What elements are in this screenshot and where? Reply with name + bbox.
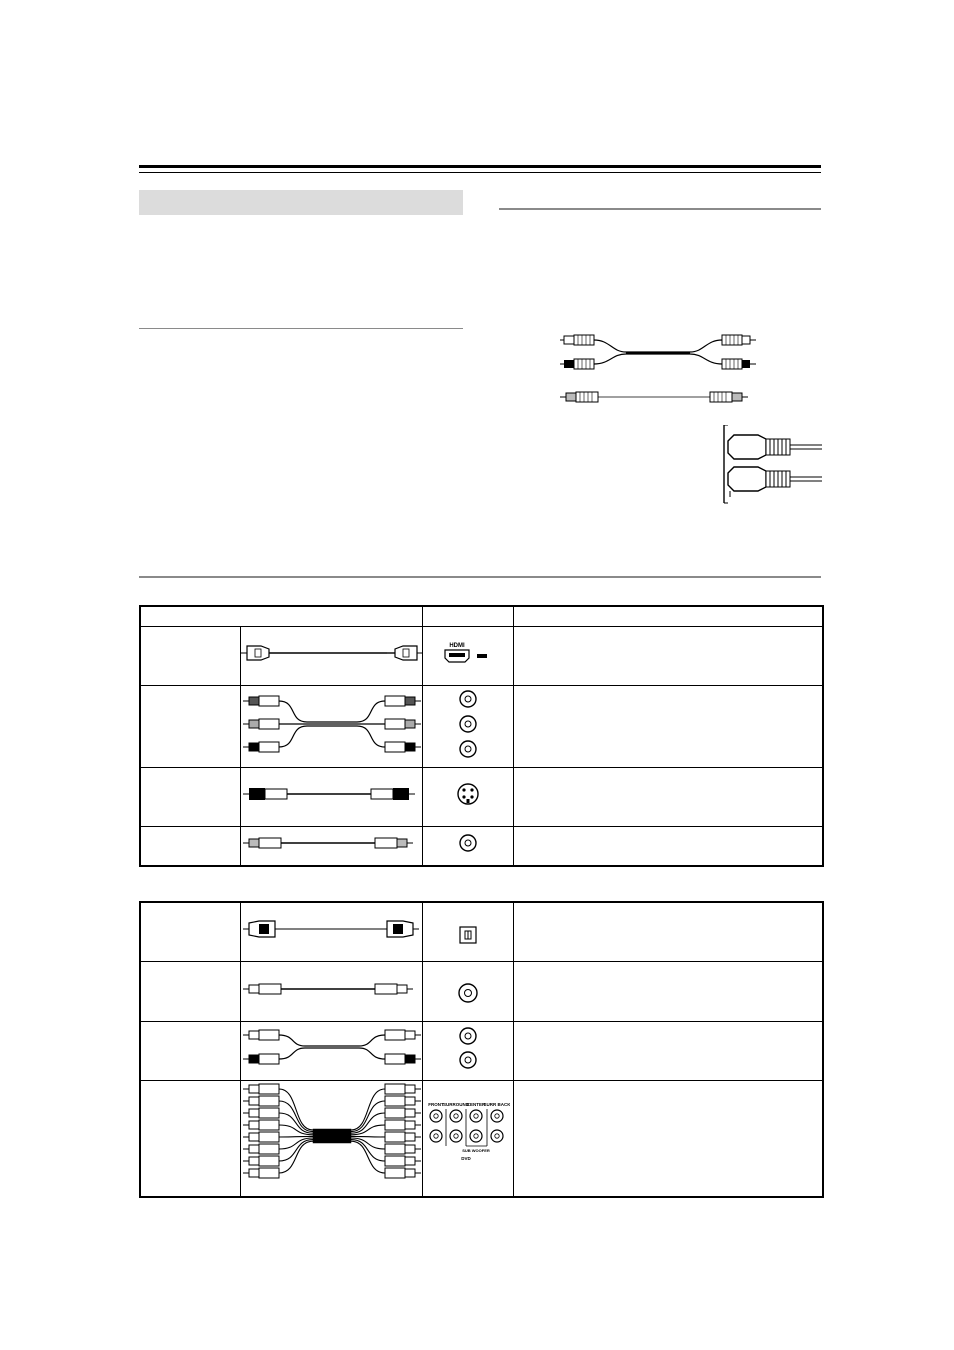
jack-cell bbox=[422, 1080, 513, 1197]
cable-name-cell bbox=[140, 1080, 240, 1197]
cable-image-cell bbox=[240, 902, 422, 961]
jack-cell bbox=[422, 685, 513, 767]
inserted-plug-top bbox=[728, 435, 822, 459]
analog-audio-cable-icon bbox=[241, 1023, 423, 1073]
jack-cell bbox=[422, 626, 513, 685]
video-cables-table bbox=[139, 605, 824, 867]
jack-cell bbox=[422, 1021, 513, 1080]
plug-insertion-illustration bbox=[718, 425, 822, 507]
multichannel-jacks-icon bbox=[426, 1096, 510, 1176]
description-cell bbox=[513, 626, 823, 685]
cable-image-cell bbox=[240, 826, 422, 866]
cable-image-cell bbox=[240, 626, 422, 685]
right-white-plug bbox=[722, 335, 756, 345]
header-rule-thin bbox=[139, 172, 821, 173]
composite-video-cable-icon bbox=[241, 828, 423, 858]
hdmi-jack-icon bbox=[433, 638, 503, 668]
component-video-cable-icon bbox=[241, 689, 423, 759]
component-jacks-icon bbox=[453, 686, 483, 762]
header-cell-cable bbox=[140, 606, 422, 626]
cable-name-cell bbox=[140, 961, 240, 1021]
jack-cell bbox=[422, 961, 513, 1021]
cable-image-cell bbox=[240, 685, 422, 767]
left-subheading-rule bbox=[139, 328, 463, 329]
table-row bbox=[140, 961, 823, 1021]
jack-cell bbox=[422, 767, 513, 826]
multichannel-cable-icon bbox=[241, 1081, 423, 1191]
jack-cell bbox=[422, 826, 513, 866]
header-rule-thick bbox=[139, 165, 821, 168]
audio-cables-table bbox=[139, 901, 824, 1198]
optical-jack-icon bbox=[453, 909, 483, 949]
hdmi-jack-label: HDMI bbox=[448, 643, 465, 649]
description-cell bbox=[513, 1080, 823, 1197]
left-white-plug bbox=[560, 335, 594, 345]
single-grey-cable bbox=[560, 392, 748, 402]
cable-name-cell bbox=[140, 685, 240, 767]
cable-image-cell bbox=[240, 1021, 422, 1080]
right-red-plug bbox=[722, 359, 756, 369]
front-label: FRONT bbox=[427, 1101, 444, 1107]
table-row bbox=[140, 902, 823, 961]
table-header-row bbox=[140, 606, 823, 626]
s-video-jack-icon bbox=[453, 779, 483, 809]
cable-image-cell bbox=[240, 1080, 422, 1197]
description-cell bbox=[513, 902, 823, 961]
description-cell bbox=[513, 1021, 823, 1080]
coaxial-cable-icon bbox=[241, 969, 423, 1009]
right-subheading-rule bbox=[499, 208, 821, 210]
cable-image-cell bbox=[240, 961, 422, 1021]
table-row bbox=[140, 1080, 823, 1197]
rca-cable-illustration bbox=[560, 330, 760, 410]
left-red-plug bbox=[560, 359, 594, 369]
description-cell bbox=[513, 767, 823, 826]
section-heading-bar bbox=[139, 190, 463, 215]
table-row bbox=[140, 685, 823, 767]
coaxial-jack-icon bbox=[453, 969, 483, 1009]
description-cell bbox=[513, 685, 823, 767]
header-cell-jack bbox=[422, 606, 513, 626]
hdmi-cable-icon bbox=[241, 633, 423, 673]
optical-cable-icon bbox=[241, 909, 423, 949]
center-label: CENTER bbox=[466, 1101, 485, 1107]
table-row bbox=[140, 826, 823, 866]
jack-cell bbox=[422, 902, 513, 961]
inserted-plug-bottom bbox=[728, 467, 822, 491]
cable-image-cell bbox=[240, 767, 422, 826]
table-row bbox=[140, 1021, 823, 1080]
surround-label: SURROUND bbox=[442, 1101, 469, 1107]
table-row bbox=[140, 767, 823, 826]
cable-name-cell bbox=[140, 902, 240, 961]
cable-name-cell bbox=[140, 1021, 240, 1080]
cable-name-cell bbox=[140, 826, 240, 866]
cable-name-cell bbox=[140, 767, 240, 826]
cable-section-rule bbox=[139, 576, 821, 578]
table-row bbox=[140, 626, 823, 685]
surr-back-label: SURR BACK bbox=[483, 1101, 510, 1107]
cable-name-cell bbox=[140, 626, 240, 685]
header-cell-description bbox=[513, 606, 823, 626]
composite-jack-icon bbox=[453, 830, 483, 856]
subwoofer-label: SUB WOOFER bbox=[461, 1147, 490, 1153]
analog-jacks-icon bbox=[453, 1022, 483, 1074]
description-cell bbox=[513, 961, 823, 1021]
dvd-label: DVD bbox=[460, 1155, 471, 1161]
description-cell bbox=[513, 826, 823, 866]
s-video-cable-icon bbox=[241, 774, 423, 814]
